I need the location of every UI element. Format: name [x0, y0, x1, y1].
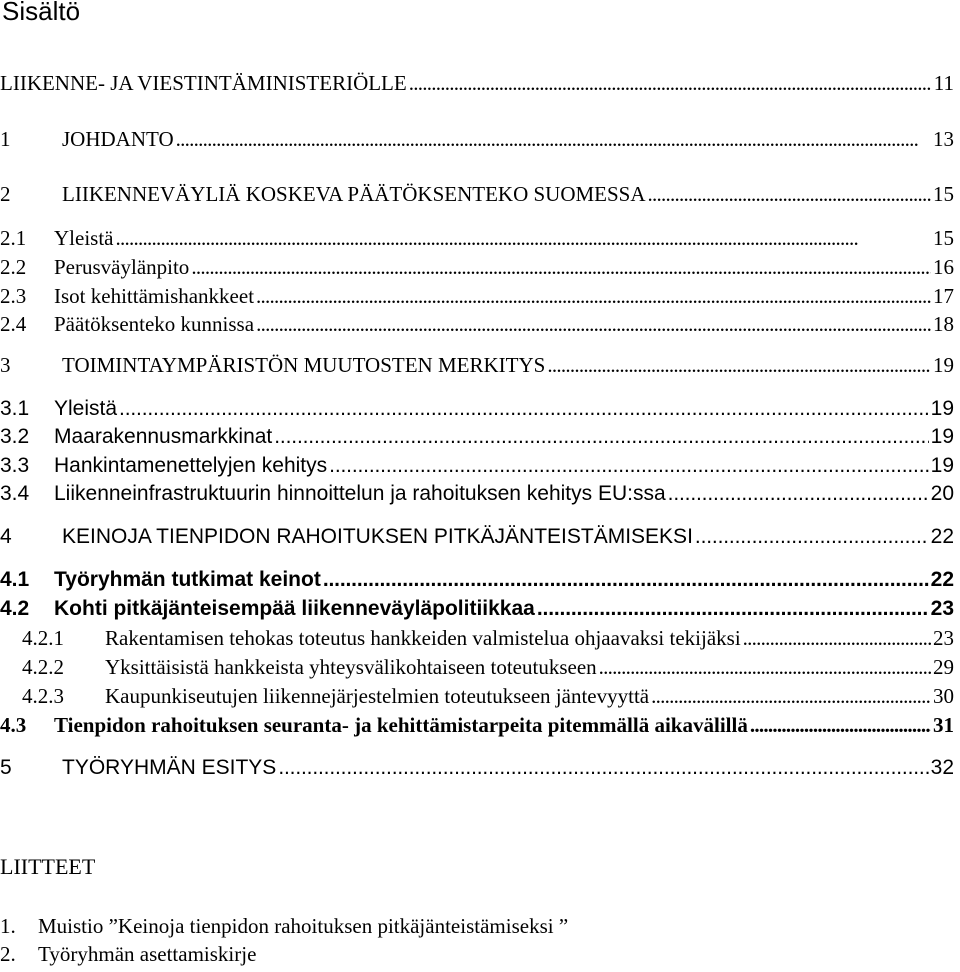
toc-title: Päätöksenteko kunnissa [54, 312, 255, 336]
toc-leader [547, 352, 931, 378]
toc-entry[interactable] [0, 225, 954, 251]
toc-entry[interactable] [0, 683, 954, 709]
toc-entry[interactable] [0, 352, 954, 378]
toc-page: 19 [933, 353, 954, 377]
toc-entry[interactable] [0, 524, 954, 550]
toc-page: 19 [930, 454, 954, 477]
toc-number: 4.2.1 [22, 626, 64, 650]
appendix-number: 2. [0, 942, 16, 966]
toc-entry[interactable] [0, 283, 954, 309]
appendix-title: Muistio ”Keinoja tienpidon rahoituksen pitkäjänteistämiseksi ” [38, 914, 569, 938]
toc-number: 3.2 [0, 425, 30, 448]
toc-page: 15 [933, 226, 954, 250]
toc-leader [329, 453, 928, 479]
toc-leader [599, 654, 931, 680]
toc-page: 19 [930, 425, 954, 448]
toc-page: 18 [933, 312, 954, 336]
toc-leader [695, 524, 929, 550]
toc-leader [537, 596, 929, 622]
toc-leader [668, 481, 929, 507]
toc-entry[interactable] [0, 424, 954, 450]
toc-entry[interactable] [0, 712, 954, 738]
toc-page: 20 [930, 482, 954, 505]
toc-page: 29 [933, 655, 954, 679]
appendix-number: 1. [0, 914, 16, 938]
toc-entry[interactable] [0, 654, 954, 680]
toc-title: Yksittäisistä hankkeista yhteysvälikohtaiseen toteutukseen [105, 655, 597, 679]
toc-number: 4.2.2 [22, 655, 64, 679]
toc-entry[interactable] [0, 755, 954, 781]
toc-entry[interactable] [0, 181, 954, 207]
toc-number: 2.2 [0, 255, 27, 279]
toc-title: Tienpidon rahoituksen seuranta- ja kehittämistarpeita pitemmällä aikavälillä [54, 713, 748, 737]
toc-page: 19 [930, 397, 954, 420]
toc-leader [743, 625, 931, 651]
toc-page: 23 [930, 597, 954, 620]
toc-entry[interactable] [0, 126, 954, 152]
toc-number: 5 [0, 756, 12, 779]
toc-number: 4.2 [0, 597, 30, 620]
toc-page: 32 [930, 756, 954, 779]
toc-page: 13 [933, 127, 954, 151]
toc-leader [256, 283, 931, 309]
toc-number: 4.1 [0, 568, 30, 591]
appendix-item[interactable] [0, 941, 256, 967]
toc-leader [191, 254, 931, 280]
toc-number: 2 [0, 182, 11, 206]
appendices-heading: LIITTEET [0, 854, 96, 879]
toc-number: 3.4 [0, 482, 30, 505]
toc-title: LIIKENNE- JA VIESTINTÄMINISTERIÖLLE [0, 71, 407, 95]
toc-entry[interactable] [0, 254, 954, 280]
toc-number: 3 [0, 353, 11, 377]
toc-number: 3.3 [0, 454, 30, 477]
toc-entry[interactable] [0, 311, 954, 337]
toc-title: Maarakennusmarkkinat [54, 425, 273, 448]
toc-title: Kohti pitkäjänteisempää liikenneväyläpolitiikkaa [54, 597, 535, 620]
toc-title: Työryhmän tutkimat keinot [54, 568, 321, 591]
toc-number: 4.2.3 [22, 684, 64, 708]
toc-leader [409, 70, 932, 96]
toc-page: 17 [933, 284, 954, 308]
toc-title: Hankintamenettelyjen kehitys [54, 454, 328, 477]
toc-leader [115, 225, 931, 251]
toc-page: 22 [930, 525, 954, 548]
toc-number: 4 [0, 525, 12, 548]
toc-entry[interactable] [0, 70, 954, 96]
toc-leader [648, 181, 931, 207]
toc-page: 30 [933, 684, 954, 708]
toc-title: TOIMINTAYMPÄRISTÖN MUUTOSTEN MERKITYS [62, 353, 546, 377]
toc-title: Isot kehittämishankkeet [54, 284, 255, 308]
toc-leader [274, 424, 928, 450]
toc-leader [651, 683, 931, 709]
toc-leader [750, 712, 931, 738]
toc-number: 4.3 [0, 713, 27, 737]
toc-page: 11 [933, 71, 954, 95]
toc-number: 2.1 [0, 226, 27, 250]
toc-title: Rakentamisen tehokas toteutus hankkeiden valmistelua ohjaavaksi tekijäksi [105, 626, 741, 650]
toc-title: Yleistä [54, 397, 118, 420]
toc-leader [278, 755, 928, 781]
toc-title: Perusväylänpito [54, 255, 190, 279]
toc-entry[interactable] [0, 396, 954, 422]
toc-leader [176, 126, 931, 152]
toc-title: JOHDANTO [62, 127, 174, 151]
toc-page: 22 [930, 568, 954, 591]
toc-page: 15 [933, 182, 954, 206]
toc-entry[interactable] [0, 625, 954, 651]
appendix-item[interactable] [0, 913, 568, 939]
toc-title: TYÖRYHMÄN ESITYS [62, 756, 277, 779]
toc-number: 2.3 [0, 284, 27, 308]
toc-title: Liikenneinfrastruktuurin hinnoittelun ja rahoituksen kehitys EU:ssa [54, 482, 666, 505]
toc-page: 16 [933, 255, 954, 279]
toc-title: LIIKENNEVÄYLIÄ KOSKEVA PÄÄTÖKSENTEKO SUOMESSA [62, 182, 646, 206]
toc-leader [256, 311, 931, 337]
toc-entry[interactable] [0, 596, 954, 622]
toc-entry[interactable] [0, 481, 954, 507]
toc-number: 3.1 [0, 397, 30, 420]
toc-number: 1 [0, 127, 11, 151]
toc-page: 23 [933, 626, 954, 650]
document-title: Sisältö [2, 0, 81, 26]
toc-entry[interactable] [0, 567, 954, 593]
toc-title: Yleistä [54, 226, 114, 250]
toc-entry[interactable] [0, 453, 954, 479]
toc-number: 2.4 [0, 312, 27, 336]
toc-leader [323, 567, 929, 593]
toc-leader [119, 396, 929, 422]
toc-title: Kaupunkiseutujen liikennejärjestelmien toteutukseen jäntevyyttä [105, 684, 650, 708]
appendix-title: Työryhmän asettamiskirje [38, 942, 257, 966]
toc-page: 31 [933, 713, 954, 737]
toc-title: KEINOJA TIENPIDON RAHOITUKSEN PITKÄJÄNTEISTÄMISEKSI [62, 525, 693, 548]
